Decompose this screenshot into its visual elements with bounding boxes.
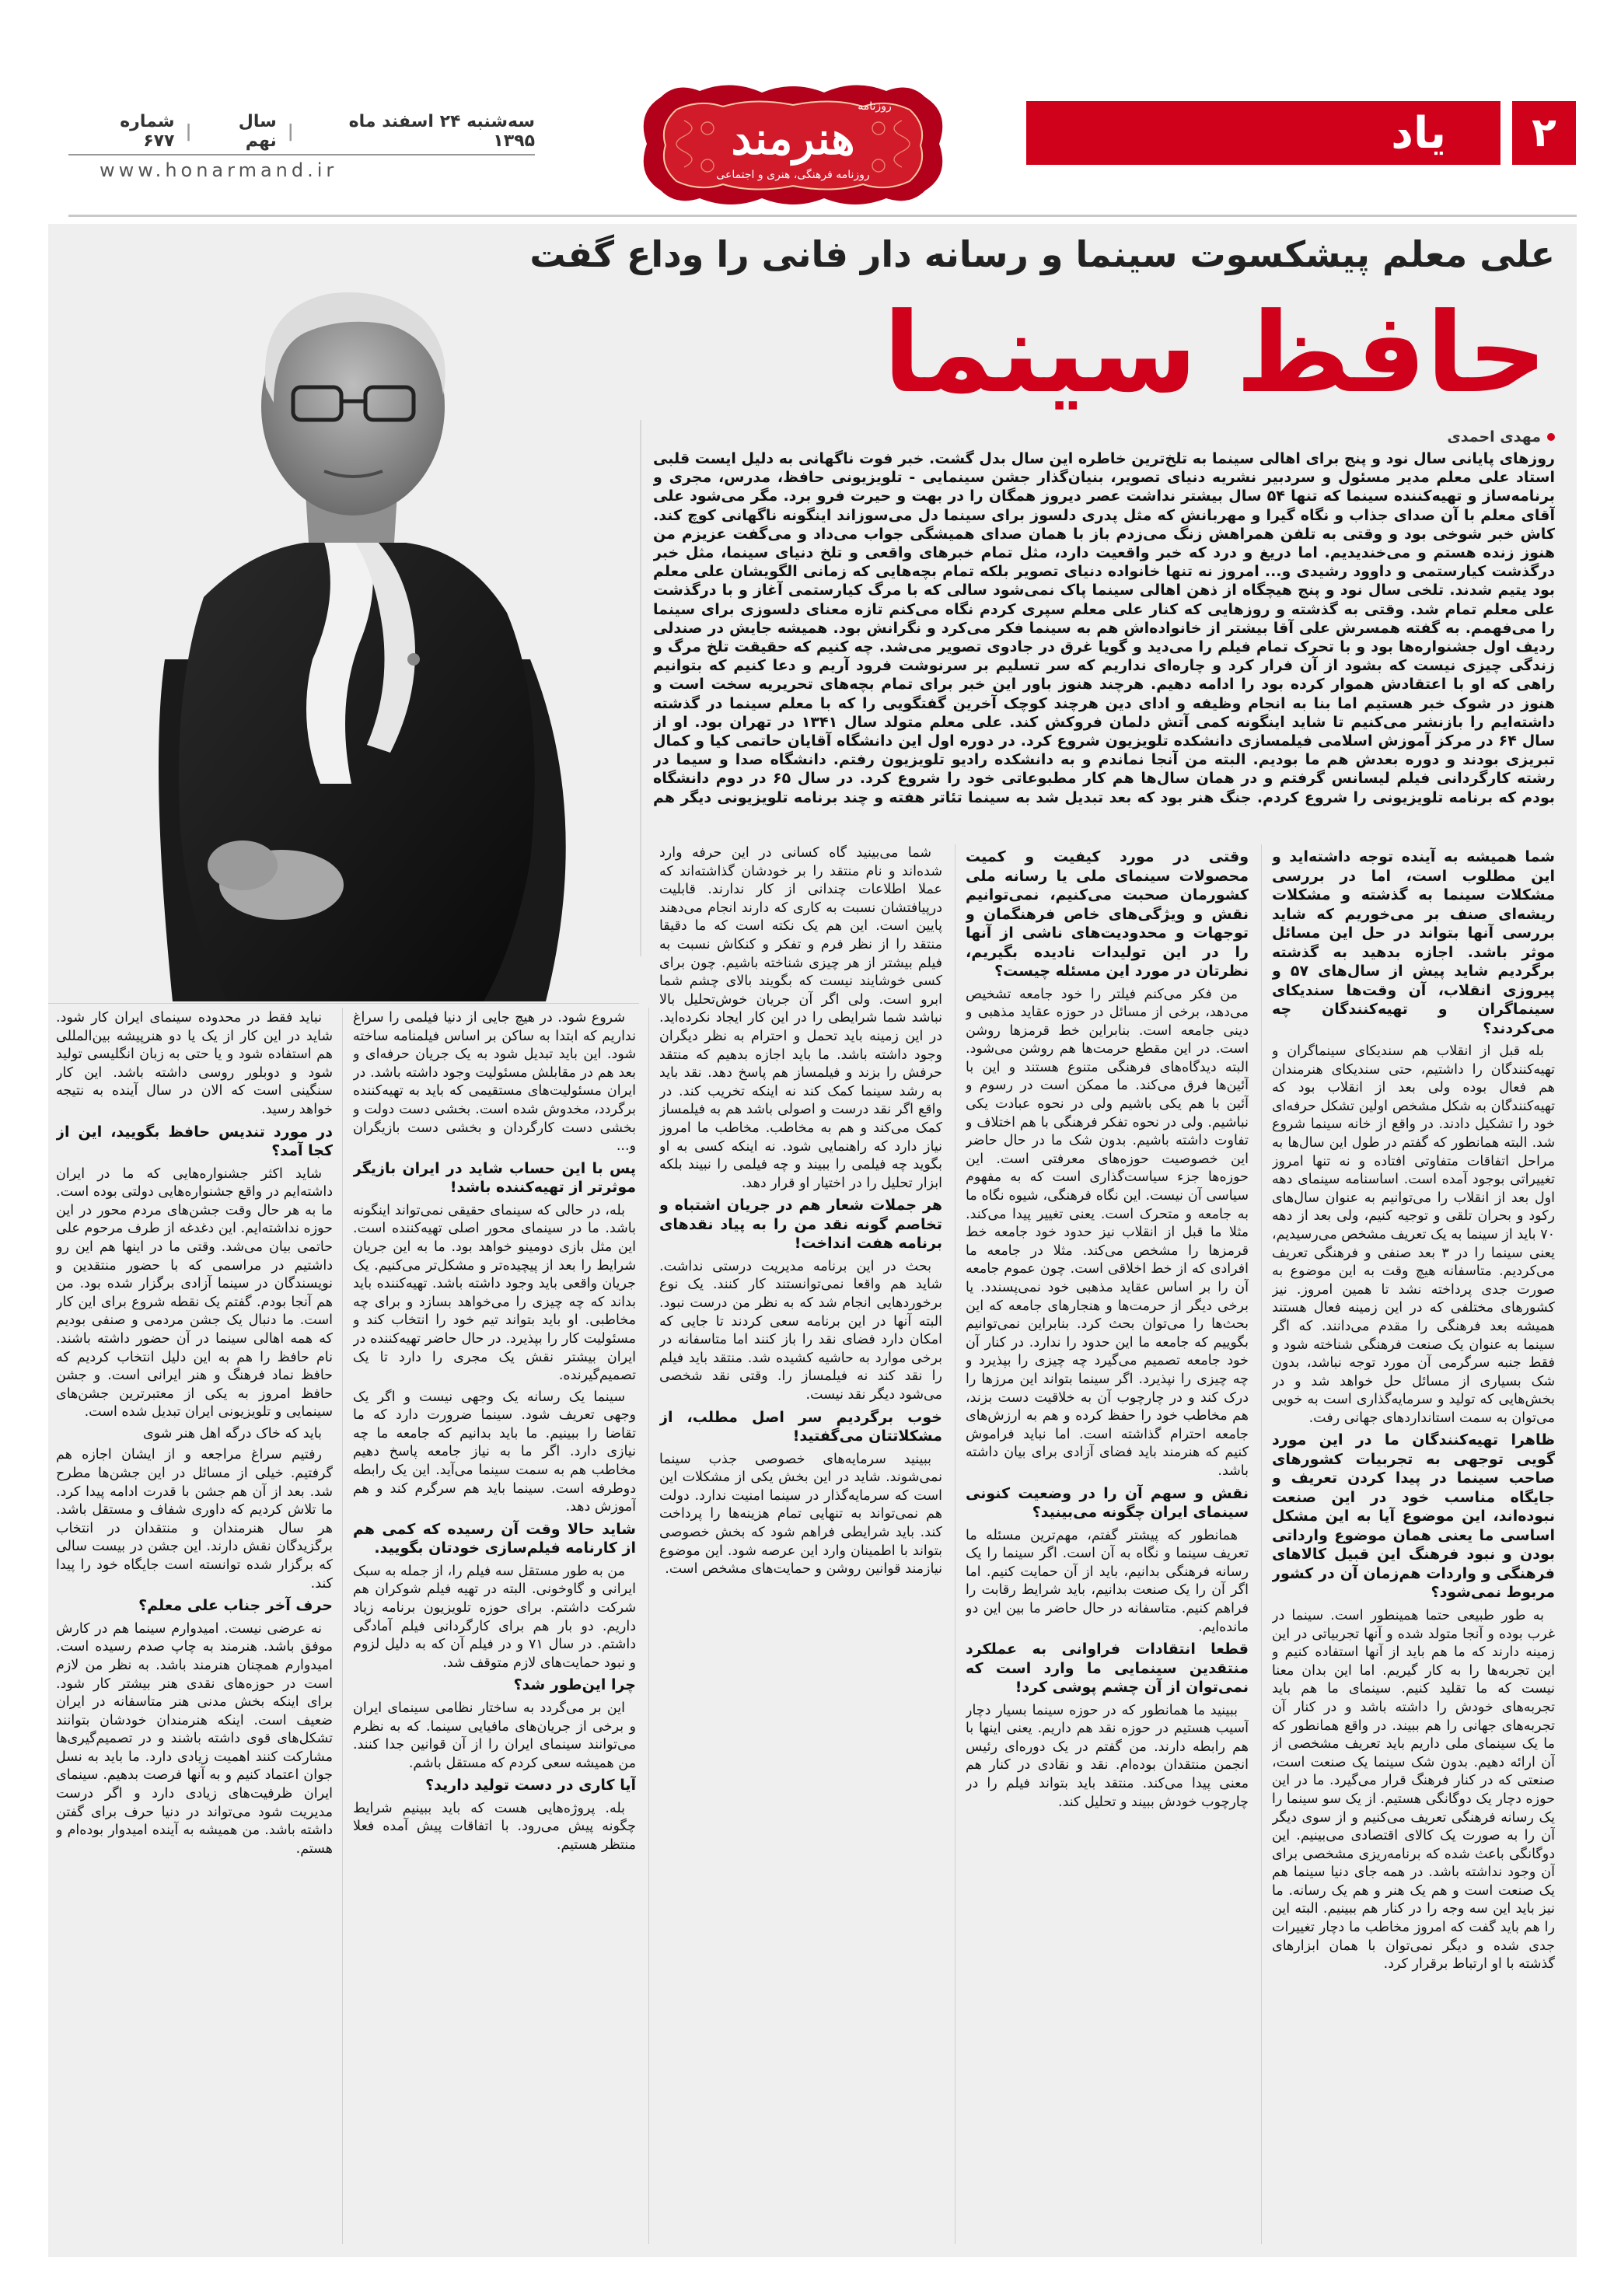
interview-answer: همانطور که پیشتر گفتم، مهم‌ترین مسئله ما تعریف سینما و نگاه به آن است. اگر سینما را یک رسانه فرهنگی بدانیم، باید از آن حمایت کنیم. اما اگر آن را یک صنعت بدانیم، باید شرایط رقابت را فراهم کنیم. متاسفانه در حال حاضر ما بین این دو مانده‌ایم. [966,1527,1249,1635]
interview-question: چرا این‌طور شد؟ [513,1676,636,1694]
issue-year: سال نهم [238,112,277,151]
photo-bottom-rule [48,1003,639,1004]
interview-question: شاید حالا وقت آن رسیده که کمی هم از کارنامه فیلم‌سازی خودتان بگویید. [353,1520,636,1557]
column-divider [1261,844,1262,2244]
byline-bullet-icon [1547,433,1555,441]
interview-answer: این بر می‌گردد به ساختار نظامی سینمای ایران و برخی از جریان‌های مافیایی سینما. که به نظرم می‌توانند سینمای ایران را از آن قوانین جدا کنند. من همیشه سعی کردم که مستقل باشم. [353,1700,636,1771]
logo-subtitle: روزنامه [858,100,892,113]
interview-answer: باید که خاک درگه اهل هنر شوی [142,1425,322,1442]
article-column-4 [353,1009,636,2244]
section-title: یاد [1026,101,1500,165]
portrait-figure-icon [48,224,641,1003]
interview-question: آیا کاری در دست تولید دارید؟ [425,1777,636,1795]
interview-question: پس با این حساب شاید در ایران بازیگر موثرتر از تهیه‌کننده باشد! [353,1159,636,1197]
issue-divider: | [287,121,294,142]
website-url[interactable]: www.honarmand.ir [100,159,338,181]
column-divider [342,1008,343,2244]
interview-question: قطعا انتقادات فراوانی به عملکرد منتقدین سینمایی ما وارد است که نمی‌توان از آن چشم پوشی کرد! [966,1641,1249,1697]
interview-answer: بله قبل از انقلاب هم سندیکای سینماگران و تهیه‌کنندگان را داشتیم، حتی سندیکای هنرمندان هم فعال بوده ولی بعد از انقلاب بود که تهیه‌کنندگان به شکل مشخص اولین تشکل حرفه‌ای خود را تشکیل دادند. در واقع از خانه سینما شروع شد. البته همانطور که گفتم در طول این سال‌ها به مراحل اتفاقات متفاوتی افتاده و نه تنها امروز تغییراتی بوجود آمده است. اساسنامه سینمای دهه اول بعد از انقلاب را می‌توانیم به عنوان سال‌های رکود و بحران تلقی و توجیه کنیم، ولی بعد از دهه ۷۰ باید از سینما به یک تعریف مشخص می‌رسیدیم، یعنی سینما را در ۳ بعد صنفی و فرهنگی تعریف می‌کردیم. متاسفانه هیچ وقت به این موضوع به صورت جدی پرداخته نشد تا همین امروز. نیز کشورهای مختلفی که در این زمینه فعال هستند همیشه بعد فرهنگی را مقدم می‌دانند. که اگر سینما به عنوان یک صنعت فرهنگی شناخته شود و فقط جنبه سرگرمی آن مورد توجه نباشد، بدون شک بسیاری از مسائل حل خواهد شد و در بخش‌هایی که تولید و سرمایه‌گذاری است به خوبی می‌توان به سمت استانداردهای جهانی رفت. [1272,1043,1555,1426]
interview-answer: شاید اکثر جشنواره‌هایی که ما در ایران داشته‌ایم در واقع جشنواره‌هایی دولتی بوده است. ما به هر حال وقت جشن‌های مردم محور در این حوزه نداشته‌ایم. این دغدغه از طرف مرحوم علی حاتمی بیان می‌شد. وقتی ما در اینها هم این رو داشتیم در مراسمی که با حضور منتقدین و نویسندگان در سینما آزادی برگزار شده بود. من هم آنجا بودم. گفتم یک نقطه شروع برای این کار است. ما دنبال یک جشن مردمی و صنفی بودیم که همه اهالی سینما در آن حضور داشته باشند. نام حافظ را هم به این دلیل انتخاب کردیم که حافظ نماد فرهنگ و هنر ایرانی است. و جشن حافظ امروز به یکی از معتبرترین جشن‌های سینمایی و تلویزیونی ایران تبدیل شده است. [56,1165,333,1421]
interview-answer: من فکر می‌کنم فیلتر را خود جامعه تشخیص می‌دهد، برخی از مسائل در حوزه عقاید مذهبی و دینی جامعه است. بنابراین خط قرمزها روشن است. در این مقطع حرمت‌ها هم روشن می‌شود. البته دیدگاه‌های فرهنگی متنوع هستند و این با آئین‌ها فرق می‌کند. ما ممکن است در رسوم و آئین با هم یکی باشیم ولی در نحوه عبادت یکی نباشیم. ولی در نحوه تفکر فرهنگی با هم اختلاف و تفاوت داشته باشیم. بدون شک ما در حال حاضر این خصوصیت حوزه‌های معرفتی است. این حوزه‌ها جزء سیاست‌گذاری است که به مفهوم سیاسی آن نیست. این نگاه فرهنگی، شیوه نگاه ما به جامعه و متحرک است. یعنی تغییر پیدا می‌کند. مثلا ما قبل از انقلاب نیز حدود خود جامعه خط قرمزها را مشخص می‌کند. مثلا در جامعه ما افرادی که از خط اخلاقی است. چون عموم جامعه آن را بر اساس عقاید مذهبی خود نمی‌پسندد. یا برخی دیگر از حرمت‌ها و هنجارهای جامعه که این بحث‌ها را می‌توان بحث کرد. بنابراین نمی‌توانیم بگوییم که جامعه ما این حدود را ندارد. در کنار آن خود جامعه تصمیم می‌گیرد چه چیزی را بپذیرد و چه چیزی را نپذیرد. اگر سینما بتواند این مرزها را درک کند و در چارچوب آن به خلاقیت دست بزند، هم مخاطب خود را حفظ کرده و هم به ارزش‌های جامعه احترام گذاشته است. اما نباید فراموش کنیم که هنرمند باید فضای آزادی برای بیان داشته باشد. [966,986,1249,1479]
logo-tagline: روزنامه فرهنگی، هنری و اجتماعی [716,169,870,181]
interview-answer: نباید فقط در محدوده سینمای ایران کار شود. شاید در این کار از یک یا دو هنرپیشه بین‌المللی هم استفاده شود و یا حتی به زبان انگلیسی تولید شود و دوبلور روسی داشته باشد. این کار سنگینی است که الان در سال آینده به نتیجه خواهد رسید. [56,1010,333,1117]
interview-question: در مورد تندیس حافظ بگویید، این از کجا آمد؟ [56,1123,333,1160]
interview-answer: ببینید سرمایه‌های خصوصی جذب سینما نمی‌شوند. شاید در این بخش یکی از مشکلات این است که سرمایه‌گذار در سینما امنیت ندارد. دولت هم نمی‌تواند به تنهایی تمام هزینه‌ها را پرداخت کند. باید شرایطی فراهم شود که بخش خصوصی بتواند با اطمینان وارد این عرصه شود. این موضوع نیازمند قوانین روشن و حمایت‌های مشخص است. [659,1451,942,1578]
byline-author: مهدی احمدی [1447,428,1541,446]
byline [1368,426,1555,448]
issue-number: شماره ۶۷۷ [120,112,175,151]
portrait-photo [48,224,641,1003]
interview-answer: بله، در حالی که سینمای حقیقی نمی‌تواند اینگونه باشد. ما در سینمای محور اصلی تهیه‌کننده است. این مثل بازی دومینو خواهد بود. ما به این جریان شرایط را بعد از پیچیده‌تر و مشکل‌تر می‌کنیم. یک جریان واقعی باید وجود داشته باشد. تهیه‌کننده باید بداند که چه چیزی را می‌خواهد بسازد و برای چه مخاطبی. او باید بتواند تیم خود را انتخاب کند و مسئولیت کار را بپذیرد. در حال حاضر تهیه‌کننده در ایران بیشتر نقش یک مجری را دارد تا یک تصمیم‌گیرنده. [353,1202,636,1384]
interview-answer: بله. پروژه‌هایی هست که باید ببینیم شرایط چگونه پیش می‌رود. با اتفاقات پیش آمده فعلا منتظر هستیم. [353,1800,636,1853]
column-divider [648,1008,649,2244]
logo-wordmark: هنرمند [731,112,855,165]
interview-question: هر جملات شعار هم در جریان اشتباه و تخاصم گونه نقد من را به پیاد نقدهای برنامه هفت انداخت! [659,1197,942,1253]
interview-question: ظاهرا تهیه‌کنندگان ما در این مورد گویی توجهی به تجربیات کشورهای صاحب سینما در پیدا کردن تعریف و جایگاه مناسب خود در این صنعت نبوده‌اند، این موضوع آیا به این مشکل اساسی ما یعنی همان موضوع وارداتی بودن و نبود فرهنگ این قبیل کالاهای فرهنگی و واردات هم‌زمان آن در کشور مربوط نمی‌شود؟ [1272,1431,1555,1602]
interview-answer: بحث در این برنامه مدیریت درستی نداشت. شاید هم واقعا نمی‌توانستند کار کنند. یک نوع برخوردهایی انجام شد که به نظر من درست نبود. البته آنها در این برنامه سعی کردند تا جایی که امکان دارد فضای نقد را باز کنند اما متاسفانه در برخی موارد به حاشیه کشیده شد. منتقد باید فیلم را نقد کند نه فیلمساز را. وقتی نقد شخصی می‌شود دیگر نقد نیست. [659,1258,942,1403]
interview-question: خوب برگردیم سر اصل مطلب، از مشکلاتتان می‌گفتید! [659,1408,942,1445]
interview-question: شما همیشه به آینده توجه داشته‌اید و این مطلوب است، اما در بررسی مشکلات سینما به گذشته و مشکلات ریشه‌ای صنف بر می‌خوریم که شاید بررسی آنها بتواند در حل این مسائل موثر باشد. اجازه بدهید به گذشته برگردیم شاید پیش از سال‌های ۵۷ و پیروزی انقلاب، آن وقت‌ها سندیکای سینماگران و تهیه‌کنندگان چه می‌کردند؟ [1272,848,1555,1037]
article-intro: روزهای پایانی سال نود و پنج برای اهالی سینما به تلخ‌ترین خاطره این سال بدل گشت. خبر فوت ناگهانی به دلیل ایست قلبی استاد علی معلم مدیر مسئول و سردبیر نشریه دنیای تصویر، بنیان‌گذار جشن سینمایی - تلویزیونی حافظ، مدرس، مجری و برنامه‌ساز و تهیه‌کننده سینما که تنها ۵۴ سال بیشتر نداشت عصر دیروز همگان را در بهت و حیرت فرو برد. مگر می‌شود علی آقای معلم با آن صدای جذاب و نگاه گیرا و مهربانش که مثل پدری دلسوز برای سینما دل می‌سوزاند اینگونه ناگهانی کوچ کند. کاش خبر شوخی بود و وقتی به تلفن همراهش زنگ می‌زدم باز با همان صدای همیشگی جواب می‌داد و می‌گفت عزیزم من هنوز زنده هستم و می‌خندیدیم. اما دریغ و درد که خبر واقعیت دارد، مثل تمام خبرهای واقعی و تلخ دنیای سینما، مثل خبر درگذشت کیارستمی و داوود رشیدی و... امروز نه تنها خانواده دنیای تصویر بلکه تمام بچه‌هایی که زمانی الگویشان علی معلم بود یتیم شدند. تلخی سال نود و پنج هیچگاه از ذهن اهالی سینما پاک نمی‌شود سالی که با مرگ کیارستمی آغاز و با درگذشت علی معلم تمام شد. وقتی به گذشته و روزهایی که کنار علی معلم سپری کردم نگاه می‌کنم تازه معنای دلسوزی برای سینما را می‌فهمم. به گفته همسرش علی آقا بیشتر از خانواده‌اش هم به سینما فکر می‌کرد و نگرانش بود. همیشه جایش در صندلی ردیف اول جشنواره‌ها بود و با تحرک تمام فیلم را می‌دید و گویا غرق در جادوی تصویر می‌شد. چه کنیم که حقیقت تلخ مرگ و زندگی چیزی نیست که بشود از آن فرار کرد و چاره‌ای نداریم که سر تسلیم بر سرنوشت فرود آریم و دعا کنیم که بتوانیم راهی که او با اعتقادش هموار کرده بود را ادامه دهیم. هرچند هنوز باور این خبر برای تمام بچه‌های تحریریه سخت است و هنوز در شوک خبر هستیم اما بنا به انجام وظیفه و ادای دین هرچند کوچک آخرین گفتگویی را که با معلم سینما در گذشته داشته‌ایم را بازنشر می‌کنیم تا شاید اینگونه کمی آتش دلمان فروکش کند. علی معلم متولد سال ۱۳۴۱ در تهران بود. او از سال ۶۴ در مرکز آموزش اسلامی فیلمسازی دانشکده تلویزیون شروع کرد. در دوره اول این دانشگاه آقایان حاتمی کیا و کمال تبریزی بودند و دوره بعدش هم ما بودیم. البته من آنجا نماندم و به دانشکده رادیو تلویزیون رفتم. دانشگاه صدا و سیما در رشته کارگردانی فیلم لیسانس گرفتم و در همان سال‌ها هم کار مطبوعاتی خود را شروع کرد. در سال ۶۵ در دوم دانشگاه بودم که برنامه تلویزیونی را شروع کردم. جنگ هنر بود که بعد تبدیل شد به سینما تئاتر هفته و چند برنامه تلویزیونی دیگر هم [653,450,1555,806]
article-column-2 [966,844,1249,2244]
interview-answer: ببینید ما همانطور که در حوزه سینما بسیار دچار آسیب هستیم در حوزه نقد هم داریم. یعنی اینها با هم رابطه دارند. من گفتم در یک دوره‌ای رئیس انجمن منتقدان بوده‌ام. نقد و نقادی در کنار هم معنی پیدا می‌کند. منتقد باید بتواند فیلم را در چارچوب خودش ببیند و تحلیل کند. [966,1702,1249,1810]
interview-answer: من به طور مستقل سه فیلم را، از جمله به سبک ایرانی و گاوخونی. البته در تهیه فیلم شوکران هم شرکت داشتم. برای حوزه تلویزیون برنامه زیاد داریم. دو بار هم برای کارگردانی فیلم آمادگی داشتم. در سال ۷۱ و در فیلم آن که به دلیل لزوم و نبود حمایت‌های لازم متوقف شد. [353,1563,636,1671]
interview-answer: رفتیم سراغ مراجعه و از ایشان اجازه هم گرفتیم. خیلی از مسائل در این جشن‌ها مطرح شد. بعد از آن هم جشن با قدرت ادامه پیدا کرد. ما تلاش کردیم که داوری شفاف و مستقل باشد. هر سال هنرمندان و منتقدان در انتخاب برگزیدگان نقش دارند. این جشن در بیست سالی که برگزار شده توانسته است جایگاه خود را پیدا کند. [56,1447,333,1592]
interview-answer: نه عرضی نیست. امیدوارم سینما هم در کارش موفق باشد. هنرمند به چاپ صدم رسیده است. امیدوارم همچنان هنرمند باشد. به نظر من لازم است در حوزه‌های نقدی هنر بیشتر کار شود. برای اینکه بخش مدنی هنر متاسفانه در ایران ضعیف است. اینکه هنرمندان خودشان بتوانند تشکل‌های قوی داشته باشند و در تصمیم‌گیری‌ها مشارکت کنند اهمیت زیادی دارد. ما باید به نسل جوان اعتماد کنیم و به آنها فرصت بدهیم. سینمای ایران ظرفیت‌های زیادی دارد و اگر درست مدیریت شود می‌تواند در دنیا حرف برای گفتن داشته باشد. من همیشه به آینده امیدوار بوده‌ام و هستم. [56,1620,333,1857]
interview-answer: شروع شود. در هیچ جایی از دنیا فیلمی را سراغ نداریم که ابتدا به ساکن بر اساس فیلمنامه ساخته شود. این باید تبدیل شود به یک جریان حرفه‌ای و بعد هم در مقابلش مسئولیت وجود داشته باشد. در ایران مسئولیت‌های مستقیمی که باید به تهیه‌کننده برگردد، مخدوش شده است. بخشی دست دولت و بخشی دست کارگردان و بخشی دست بازیگران و... [353,1010,636,1155]
interview-question: حرف آخر جناب علی معلم؟ [138,1597,333,1615]
interview-answer: شما می‌بینید گاه کسانی در این حرفه وارد شده‌اند و نام منتقد را بر خودشان گذاشته‌اند که عملا اطلاعات چندانی از کار ندارند. قابلیت درپیافتشان نسبت به کاری که دارند انجام می‌دهند پایین است. این هم یک نکته است که ما دقیقا منتقد را از نظر فرم و تفکر و کنکاش نسبت به فیلم بیشتر از هر چیزی شناخته باشیم. چون برای کسی خوشایند نیست که بگویند بالای چشم شما ابرو است. ولی اگر آن جریان خوش‌تحلیل بالا نباشد شما شرایطی را در این کار ایجاد نکرده‌اید. در این زمینه باید تحمل و احترام به نظر دیگران وجود داشته باشد. ما باید اجازه بدهیم که منتقد حرفش را بزند و فیلمساز هم پاسخ دهد. نقد باید به رشد سینما کمک کند نه اینکه تخریب کند. در واقع اگر نقد درست و اصولی باشد هم به فیلمساز کمک می‌کند و هم به مخاطب. مخاطب ما امروز نیاز دارد که راهنمایی شود. نه اینکه کسی به او بگوید چه فیلمی را ببیند و چه فیلمی را نبیند بلکه ابزار تحلیل را در اختیار او قرار دهد. [659,845,942,1191]
header-rule [68,215,1577,217]
interview-question: وقتی در مورد کیفیت و کمیت محصولات سینمای ملی یا رسانه ملی کشورمان صحبت می‌کنیم، نمی‌توانیم نقش و ویژگی‌های خاص فرهنگمان و توجهات و محدودیت‌های ناشی از آنها را در این تولیدات نادیده بگیریم، نظرتان در مورد این مسئله چیست؟ [966,848,1249,980]
issue-date: سه‌شنبه ۲۴ اسفند ماه ۱۳۹۵ [348,112,535,151]
interview-answer: به طور طبیعی حتما همینطور است. سینما در غرب بوده و آنجا متولد شده و آنها تجربیاتی در این زمینه دارند که ما هم باید از آنها استفاده کنیم و این تجربه‌ها را به کار گیریم. اما این بدان معنا نیست که ما تقلید کنیم. سینمای ما هم باید تجربه‌های خودش را داشته باشد و در کنار آن تجربه‌های جهانی را هم ببیند. در واقع همانطور که ما یک سینمای ملی داریم باید تعریف مشخصی از آن ارائه دهیم. بدون شک سینما یک صنعت است، صنعتی که در کنار فرهنگ قرار می‌گیرد. ما در این حوزه دچار یک دوگانگی هستیم. از یک سو سینما را یک رسانه فرهنگی تعریف می‌کنیم و از سوی دیگر آن را به صورت یک کالای اقتصادی می‌بینیم. این دوگانگی باعث شده که برنامه‌ریزی مشخصی برای آن وجود نداشته باشد. در همه جای دنیا سینما هم یک صنعت است و هم یک هنر و هم یک رسانه. ما نیز باید این سه وجه را در کنار هم ببینیم. البته این را هم باید گفت که امروز مخاطب ما دچار تغییرات جدی شده و دیگر نمی‌توان با همان ابزارهای گذشته با او ارتباط برقرار کرد. [1272,1607,1555,1973]
page-number: ۲ [1512,101,1576,165]
interview-answer: سینما یک رسانه یک وجهی نیست و اگر یک وجهی تعریف شود. سینما ضرورت دارد که ما تقاضا را ببینیم. ما باید بدانیم که جامعه ما چه نیازی دارد. اگر ما به نیاز جامعه پاسخ دهیم مخاطب هم به سمت سینما می‌آید. این یک رابطه دوطرفه است. سینما باید هم سرگرم کند و هم آموزش دهد. [353,1389,636,1515]
newspaper-logo [630,82,956,210]
article-column-1 [1272,844,1555,2244]
article-headline: حافظ سینما [882,289,1547,418]
issue-divider-2: | [185,121,192,142]
issue-info [68,109,535,156]
article-column-3 [659,844,942,2244]
photo-divider [640,420,641,956]
interview-question: نقش و سهم آن را در وضعیت کنونی سینمای ایران چگونه می‌بینید؟ [966,1484,1249,1522]
article-subtitle: علی معلم پیشکسوت سینما و رسانه دار فانی را وداع گفت [529,233,1555,275]
article-column-5 [56,1009,333,2244]
